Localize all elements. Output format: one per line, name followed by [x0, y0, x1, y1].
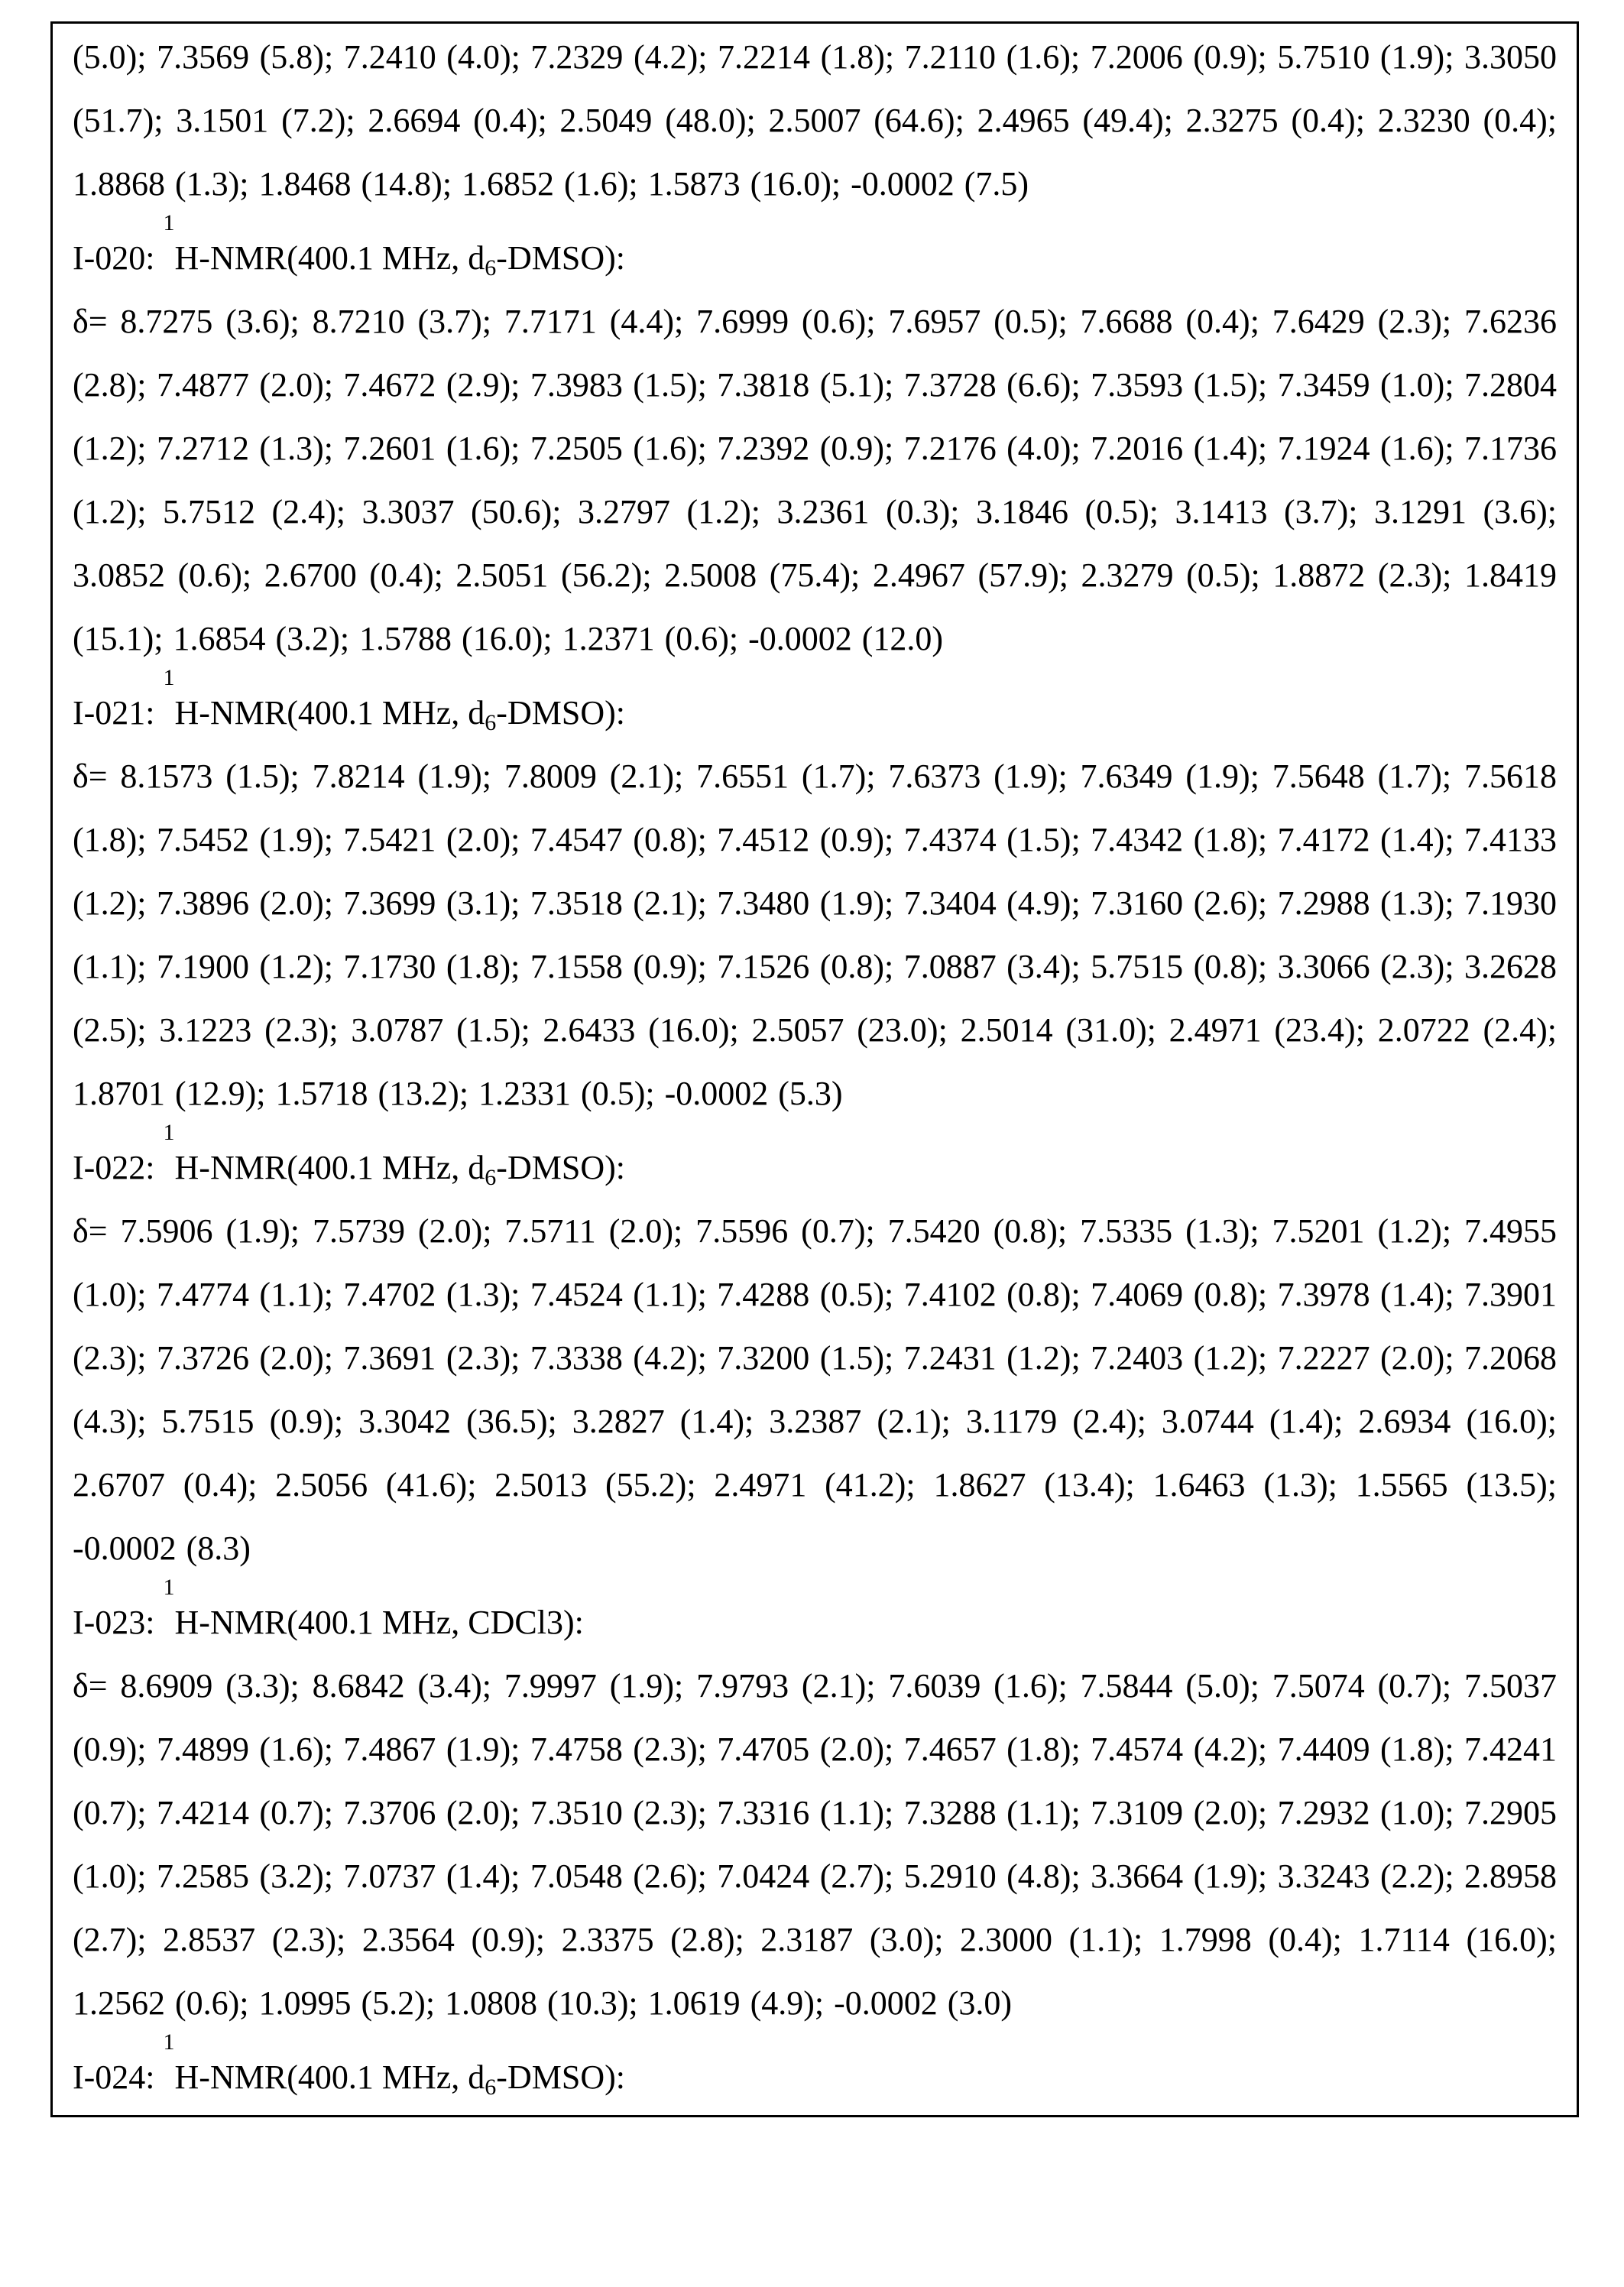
nmr-method: H-NMR(400.1 MHz, d [174, 694, 485, 732]
table-row [52, 676, 1578, 1131]
isotope-superscript: 1 [163, 210, 175, 235]
nmr-method: H-NMR(400.1 MHz, CDCl3): [174, 1604, 584, 1641]
solvent-name: -DMSO): [496, 239, 625, 277]
chemical-shift-list [73, 290, 1557, 670]
nmr-entry-continued [52, 23, 1578, 222]
nmr-entry-i-023 [52, 1575, 1578, 2041]
chemical-shift-list [73, 744, 1557, 1125]
table-row [52, 1586, 1578, 2041]
isotope-superscript: 1 [163, 665, 175, 690]
table-row [52, 1131, 1578, 1586]
isotope-superscript: 1 [163, 1575, 175, 1600]
compound-id: I-023: [73, 1604, 164, 1641]
nmr-entry-header [73, 210, 1557, 290]
solvent-subscript: 6 [485, 2075, 497, 2100]
nmr-method: H-NMR(400.1 MHz, d [174, 2058, 485, 2096]
shift-values: 8.6909 (3.3); 8.6842 (3.4); 7.9997 (1.9); 7.9793 (2.1); 7.6039 (1.6); 7.5844 (5.0); 7.5074 (0.7); 7.5037 (0.9); 7.4899 (1.6); 7.4867 (1.9); 7.4758 (2.3); 7.4705 (2.0); 7.4657 (1.8); 7.4574 (4.2); 7.4409 (1.8); 7.4241 (0.7); 7.4214 (0.7); 7.3706 (2.0); 7.3510 (2.3); 7.3316 (1.1); 7.3288 (1.1); 7.3109 (2.0); 7.2932 (1.0); 7.2905 (1.0); 7.2585 (3.2); 7.0737 (1.4); 7.0548 (2.6); 7.0424 (2.7); 5.2910 (4.8); 3.3664 (1.9); 3.3243 (2.2); 2.8958 (2.7); 2.8537 (2.3); 2.3564 (0.9); 2.3375 (2.8); 2.3187 (3.0); 2.3000 (1.1); 1.7998 (0.4); 1.7114 (16.0); 1.2562 (0.6); 1.0995 (5.2); 1.0808 (10.3); 1.0619 (4.9); -0.0002 (3.0) [73, 1667, 1557, 2022]
nmr-entry-i-021 [52, 665, 1578, 1131]
solvent-subscript: 6 [485, 710, 497, 735]
table-row [52, 222, 1578, 676]
isotope-superscript: 1 [163, 1120, 175, 1145]
solvent-subscript: 6 [485, 1165, 497, 1190]
nmr-entry-header [73, 2029, 1557, 2109]
nmr-entry-header [73, 1575, 1557, 1654]
solvent-name: -DMSO): [496, 1149, 625, 1186]
compound-id: I-024: [73, 2058, 164, 2096]
compound-id: I-020: [73, 239, 164, 277]
chemical-shift-list: (5.0); 7.3569 (5.8); 7.2410 (4.0); 7.2329 (4.2); 7.2214 (1.8); 7.2110 (1.6); 7.2006 (0.9); 5.7510 (1.9); 3.3050 (51.7); 3.1501 (7.2); 2.6694 (0.4); 2.5049 (48.0); 2.5007 (64.6); 2.4965 (49.4); 2.3275 (0.4); 2.3230 (0.4); 1.8868 (1.3); 1.8468 (14.8); 1.6852 (1.6); 1.5873 (16.0); -0.0002 (7.5) [73, 38, 1557, 203]
nmr-entry-header [73, 665, 1557, 744]
delta-prefix: δ= [73, 757, 121, 795]
table-row [52, 23, 1578, 222]
compound-id: I-022: [73, 1149, 164, 1186]
chemical-shift-list [73, 1654, 1557, 2035]
shift-values: 8.1573 (1.5); 7.8214 (1.9); 7.8009 (2.1); 7.6551 (1.7); 7.6373 (1.9); 7.6349 (1.9); 7.5648 (1.7); 7.5618 (1.8); 7.5452 (1.9); 7.5421 (2.0); 7.4547 (0.8); 7.4512 (0.9); 7.4374 (1.5); 7.4342 (1.8); 7.4172 (1.4); 7.4133 (1.2); 7.3896 (2.0); 7.3699 (3.1); 7.3518 (2.1); 7.3480 (1.9); 7.3404 (4.9); 7.3160 (2.6); 7.2988 (1.3); 7.1930 (1.1); 7.1900 (1.2); 7.1730 (1.8); 7.1558 (0.9); 7.1526 (0.8); 7.0887 (3.4); 5.7515 (0.8); 3.3066 (2.3); 3.2628 (2.5); 3.1223 (2.3); 3.0787 (1.5); 2.6433 (16.0); 2.5057 (23.0); 2.5014 (31.0); 2.4971 (23.4); 2.0722 (2.4); 1.8701 (12.9); 1.5718 (13.2); 1.2331 (0.5); -0.0002 (5.3) [73, 757, 1557, 1112]
nmr-entry-i-020 [52, 210, 1578, 676]
nmr-entry-i-022 [52, 1120, 1578, 1586]
chemical-shift-list [73, 1199, 1557, 1580]
nmr-entry-header [73, 1120, 1557, 1199]
solvent-subscript: 6 [485, 255, 497, 281]
solvent-name: -DMSO): [496, 694, 625, 732]
shift-values: 7.5906 (1.9); 7.5739 (2.0); 7.5711 (2.0); 7.5596 (0.7); 7.5420 (0.8); 7.5335 (1.3); 7.5201 (1.2); 7.4955 (1.0); 7.4774 (1.1); 7.4702 (1.3); 7.4524 (1.1); 7.4288 (0.5); 7.4102 (0.8); 7.4069 (0.8); 7.3978 (1.4); 7.3901 (2.3); 7.3726 (2.0); 7.3691 (2.3); 7.3338 (4.2); 7.3200 (1.5); 7.2431 (1.2); 7.2403 (1.2); 7.2227 (2.0); 7.2068 (4.3); 5.7515 (0.9); 3.3042 (36.5); 3.2827 (1.4); 3.2387 (2.1); 3.1179 (2.4); 3.0744 (1.4); 2.6934 (16.0); 2.6707 (0.4); 2.5056 (41.6); 2.5013 (55.2); 2.4971 (41.2); 1.8627 (13.4); 1.6463 (1.3); 1.5565 (13.5); -0.0002 (8.3) [73, 1212, 1558, 1567]
solvent-name: -DMSO): [496, 2058, 625, 2096]
nmr-data-table [50, 21, 1579, 2117]
isotope-superscript: 1 [163, 2029, 175, 2055]
delta-prefix: δ= [73, 303, 121, 340]
nmr-method: H-NMR(400.1 MHz, d [174, 239, 485, 277]
nmr-entry-i-024 [52, 2029, 1578, 2117]
compound-id: I-021: [73, 694, 164, 732]
delta-prefix: δ= [73, 1212, 121, 1250]
delta-prefix: δ= [73, 1667, 121, 1705]
shift-values: 8.7275 (3.6); 8.7210 (3.7); 7.7171 (4.4); 7.6999 (0.6); 7.6957 (0.5); 7.6688 (0.4); 7.6429 (2.3); 7.6236 (2.8); 7.4877 (2.0); 7.4672 (2.9); 7.3983 (1.5); 7.3818 (5.1); 7.3728 (6.6); 7.3593 (1.5); 7.3459 (1.0); 7.2804 (1.2); 7.2712 (1.3); 7.2601 (1.6); 7.2505 (1.6); 7.2392 (0.9); 7.2176 (4.0); 7.2016 (1.4); 7.1924 (1.6); 7.1736 (1.2); 5.7512 (2.4); 3.3037 (50.6); 3.2797 (1.2); 3.2361 (0.3); 3.1846 (0.5); 3.1413 (3.7); 3.1291 (3.6); 3.0852 (0.6); 2.6700 (0.4); 2.5051 (56.2); 2.5008 (75.4); 2.4967 (57.9); 2.3279 (0.5); 1.8872 (2.3); 1.8419 (15.1); 1.6854 (3.2); 1.5788 (16.0); 1.2371 (0.6); -0.0002 (12.0) [73, 303, 1557, 657]
table-row [52, 2041, 1578, 2117]
nmr-method: H-NMR(400.1 MHz, d [174, 1149, 485, 1186]
